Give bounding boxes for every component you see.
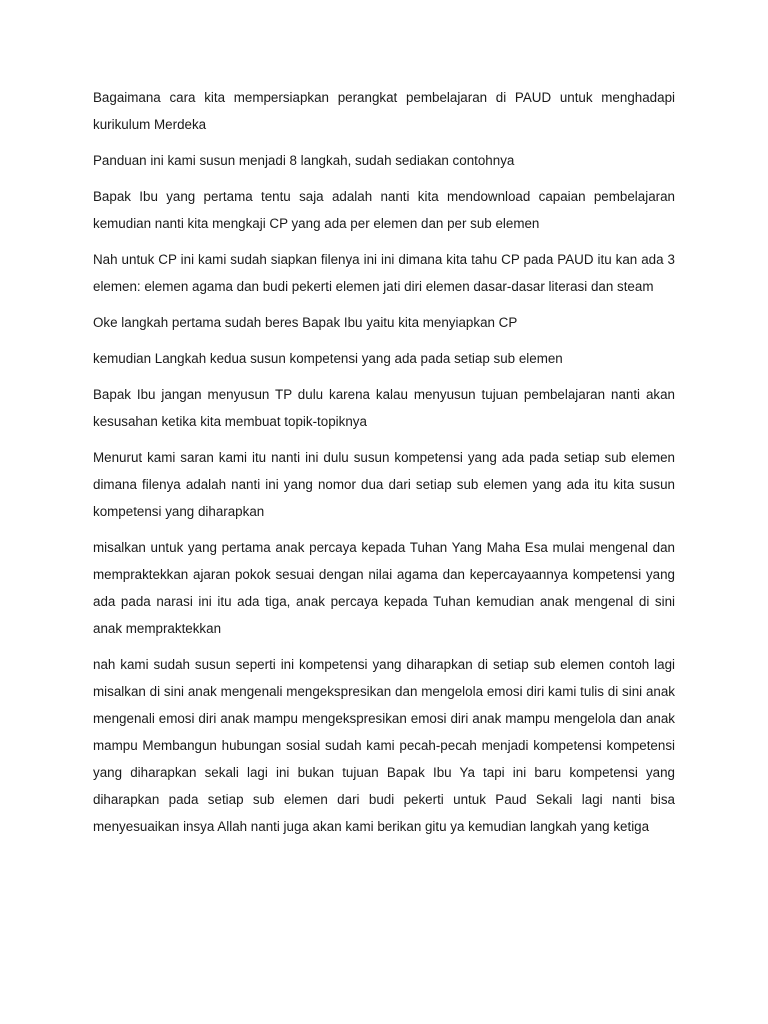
paragraph-step-one-done: Oke langkah pertama sudah beres Bapak Ibu yaitu kita menyiapkan CP bbox=[93, 315, 518, 330]
paragraph-download-cp: Bapak Ibu yang pertama tentu saja adalah nanti kita mendownload capaian pembelajaran kemudian nanti kita mengkaji CP yang ada per elemen dan per sub elemen bbox=[93, 189, 675, 231]
paragraph-example-two: nah kami sudah susun seperti ini kompetensi yang diharapkan di setiap sub elemen contoh lagi misalkan di sini anak mengenali mengekspresikan dan mengelola emosi diri kami tulis di sini anak mengenali emosi diri anak mampu mengekspresikan emosi diri anak mampu mengelola dan anak mampu Membangun hubungan sosial sudah kami pecah-pecah menjadi kompetensi kompetensi yang diharapkan sekali lagi ini bukan tujuan Bapak Ibu Ya tapi ini baru kompetensi yang diharapkan pada setiap sub elemen dari budi pekerti untuk Paud Sekali lagi nanti bisa menyesuaikan insya Allah nanti juga akan kami berikan gitu ya kemudian langkah yang ketiga bbox=[93, 657, 675, 834]
paragraph-tp-warning: Bapak Ibu jangan menyusun TP dulu karena kalau menyusun tujuan pembelajaran nanti akan kesusahan ketika kita membuat topik-topiknya bbox=[93, 387, 675, 429]
paragraph-step-two: kemudian Langkah kedua susun kompetensi yang ada pada setiap sub elemen bbox=[93, 351, 563, 366]
paragraph-suggestion: Menurut kami saran kami itu nanti ini dulu susun kompetensi yang ada pada setiap sub elemen dimana filenya adalah nanti ini yang nomor dua dari setiap sub elemen yang ada itu kita susun kompetensi yang diharapkan bbox=[93, 450, 675, 519]
paragraph-guide-steps: Panduan ini kami susun menjadi 8 langkah, sudah sediakan contohnya bbox=[93, 153, 515, 168]
paragraph-intro-question: Bagaimana cara kita mempersiapkan perangkat pembelajaran di PAUD untuk menghadapi kurikulum Merdeka bbox=[93, 90, 675, 132]
paragraph-cp-elements: Nah untuk CP ini kami sudah siapkan filenya ini ini dimana kita tahu CP pada PAUD itu kan ada 3 elemen: elemen agama dan budi pekerti elemen jati diri elemen dasar-dasar literasi dan steam bbox=[93, 252, 675, 294]
paragraph-example-one: misalkan untuk yang pertama anak percaya kepada Tuhan Yang Maha Esa mulai mengenal dan mempraktekkan ajaran pokok sesuai dengan nilai agama dan kepercayaannya kompetensi yang ada pada narasi ini itu ada tiga, anak percaya kepada Tuhan kemudian anak mengenal di sini anak mempraktekkan bbox=[93, 540, 675, 636]
